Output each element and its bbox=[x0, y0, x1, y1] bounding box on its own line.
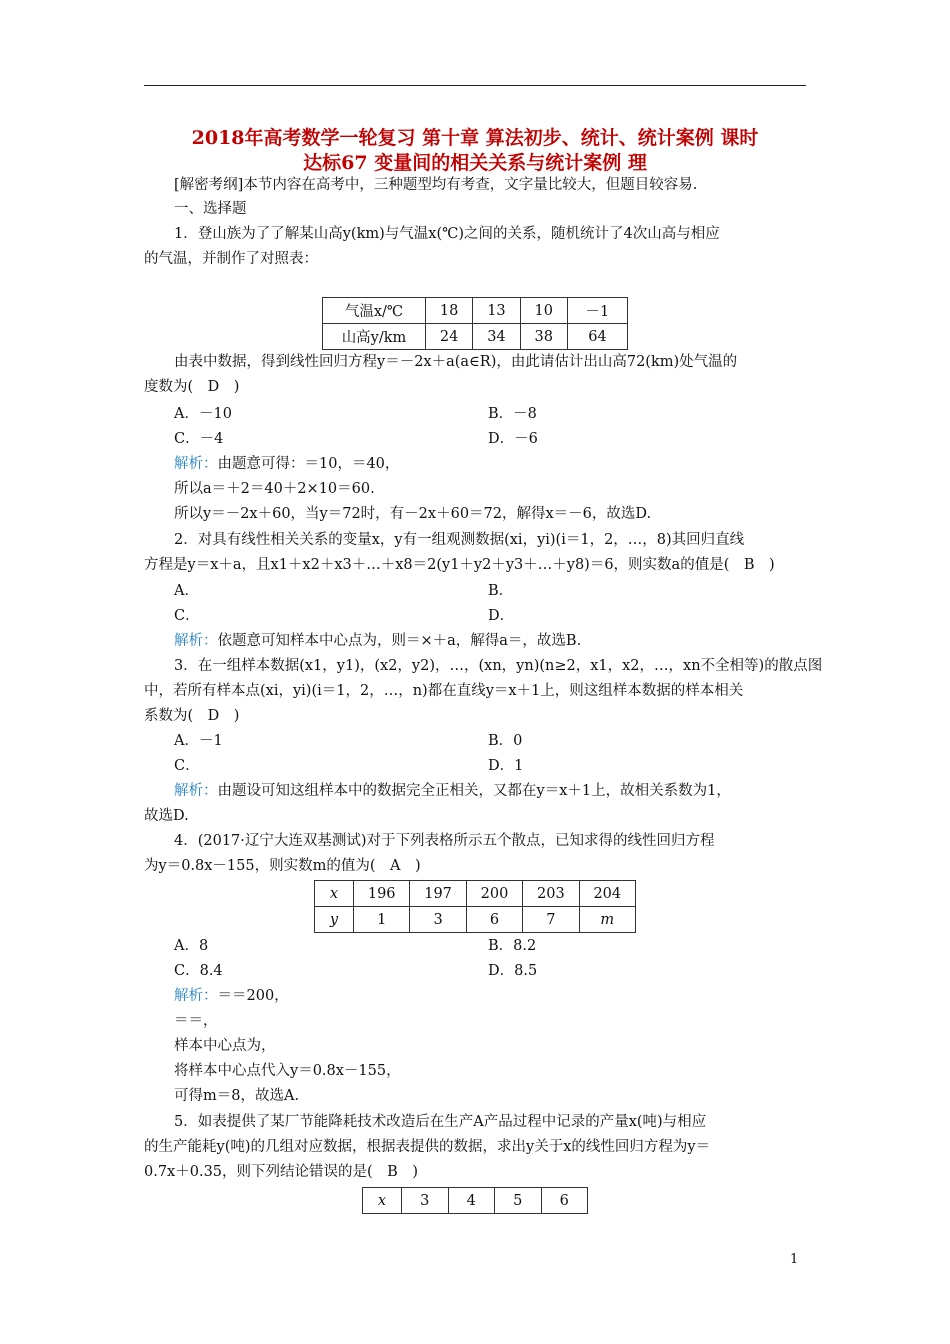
q3-option-d: D．1 bbox=[488, 758, 524, 774]
table-cell: 38 bbox=[520, 324, 567, 350]
table-cell: 197 bbox=[410, 881, 466, 907]
q2-option-b: B． bbox=[488, 583, 514, 599]
q4-option-d: D．8.5 bbox=[488, 963, 538, 979]
table-cell: x bbox=[363, 1188, 402, 1214]
q4-solution-line5: 可得m＝8，故选A. bbox=[174, 1088, 300, 1104]
table-cell: 34 bbox=[473, 324, 520, 350]
table-cell: 203 bbox=[523, 881, 579, 907]
solution-text: 由题意可得：＝10，＝40， bbox=[217, 456, 400, 472]
solution-text: 依题意可知样本中心点为，则＝×＋a，解得a＝，故选B. bbox=[217, 633, 582, 649]
table-cell: 4 bbox=[448, 1188, 495, 1214]
q3-option-a: A．－1 bbox=[174, 733, 223, 749]
q3-option-b: B．0 bbox=[488, 733, 523, 749]
solution-label: 解析： bbox=[174, 456, 218, 472]
header-rule bbox=[144, 85, 806, 86]
q1-option-b: B．－8 bbox=[488, 406, 537, 422]
q4-option-b: B．8.2 bbox=[488, 938, 537, 954]
table-cell: 196 bbox=[354, 881, 410, 907]
q1-stem-line2: 的气温，并制作了对照表： bbox=[144, 251, 318, 267]
q2-stem-line1: 2．对具有线性相关关系的变量x，y有一组观测数据(xi，yi)(i＝1，2，…，8)其回归直线 bbox=[174, 532, 745, 548]
table-row bbox=[323, 324, 628, 350]
q2-option-d: D． bbox=[488, 608, 515, 624]
q1-solution-line3: 所以y＝－2x＋60，当y＝72时，有－2x＋60＝72，解得x＝－6，故选D. bbox=[174, 506, 652, 522]
table-cell: 6 bbox=[466, 907, 522, 933]
table-cell: 64 bbox=[567, 324, 627, 350]
solution-label: 解析： bbox=[174, 988, 218, 1004]
q3-stem-line1: 3．在一组样本数据(x1，y1)，(x2，y2)，…，(xn，yn)(n≥2，x1，x2，…，xn不全相等)的散点图 bbox=[174, 658, 823, 674]
q5-stem-line2: 的生产能耗y(吨)的几组对应数据，根据表提供的数据，求出y关于x的线性回归方程为y＝ bbox=[144, 1139, 711, 1155]
q4-solution-line3: 样本中心点为， bbox=[174, 1038, 276, 1054]
page-number: 1 bbox=[790, 1252, 799, 1267]
table-cell: －1 bbox=[567, 298, 627, 324]
q3-option-c: C． bbox=[174, 758, 200, 774]
intro-text: [解密考纲]本节内容在高考中，三种题型均有考查，文字量比较大，但题目较容易. bbox=[174, 177, 698, 193]
table-cell: 7 bbox=[523, 907, 579, 933]
q3-stem-line3: 系数为( D ) bbox=[144, 708, 240, 724]
q1-option-c: C．－4 bbox=[174, 431, 224, 447]
q5-data-table bbox=[362, 1187, 588, 1214]
table-cell: 13 bbox=[473, 298, 520, 324]
q4-option-a: A．8 bbox=[174, 938, 209, 954]
table-cell: 6 bbox=[541, 1188, 588, 1214]
table-cell: 山高y/km bbox=[323, 324, 426, 350]
table-row bbox=[315, 907, 636, 933]
q1-solution-line2: 所以a＝＋2＝40＋2×10＝60. bbox=[174, 481, 375, 497]
q2-stem-line2: 方程是y＝x＋a，且x1＋x2＋x3＋…＋x8＝2(y1＋y2＋y3＋…＋y8)＝6，则实数a的值是( B ) bbox=[144, 557, 775, 573]
q1-stem-line1: 1．登山族为了了解某山高y(km)与气温x(℃)之间的关系，随机统计了4次山高与相应 bbox=[174, 226, 720, 242]
q3-solution-line2: 故选D. bbox=[144, 808, 189, 824]
q4-option-c: C．8.4 bbox=[174, 963, 223, 979]
q4-solution-line4: 将样本中心点代入y＝0.8x－155， bbox=[174, 1063, 401, 1079]
q1-solution-line1 bbox=[174, 454, 399, 474]
q1-option-a: A．－10 bbox=[174, 406, 232, 422]
table-cell: m bbox=[579, 907, 635, 933]
q1-stem-line3: 由表中数据，得到线性回归方程y＝－2x＋a(a∈R)，由此请估计出山高72(km)处气温的 bbox=[174, 354, 738, 370]
q3-solution-line1 bbox=[174, 781, 731, 801]
table-cell: 18 bbox=[426, 298, 473, 324]
q4-solution-line2: ＝＝， bbox=[174, 1013, 218, 1029]
q2-option-a: A． bbox=[174, 583, 199, 599]
q1-option-d: D．－6 bbox=[488, 431, 538, 447]
table-cell: 3 bbox=[410, 907, 466, 933]
table-cell: 3 bbox=[402, 1188, 449, 1214]
page-title-line2: 达标67 变量间的相关关系与统计案例 理 bbox=[303, 152, 647, 174]
solution-label: 解析： bbox=[174, 783, 218, 799]
q5-stem-line1: 5．如表提供了某厂节能降耗技术改造后在生产A产品过程中记录的产量x(吨)与相应 bbox=[174, 1114, 707, 1130]
table-cell: 1 bbox=[354, 907, 410, 933]
q1-data-table bbox=[322, 297, 628, 350]
table-cell: 10 bbox=[520, 298, 567, 324]
q1-stem-line4: 度数为( D ) bbox=[144, 379, 240, 395]
page-title-line1: 2018年高考数学一轮复习 第十章 算法初步、统计、统计案例 课时 bbox=[191, 127, 759, 149]
q3-stem-line2: 中，若所有样本点(xi，yi)(i＝1，2，…，n)都在直线y＝x＋1上，则这组样本数据的样本相关 bbox=[144, 683, 744, 699]
q4-stem-line2: 为y＝0.8x－155，则实数m的值为( A ) bbox=[144, 858, 421, 874]
section-heading: 一、选择题 bbox=[174, 201, 247, 217]
table-cell: 气温x/℃ bbox=[323, 298, 426, 324]
table-cell: 5 bbox=[495, 1188, 542, 1214]
table-row bbox=[323, 298, 628, 324]
table-cell: x bbox=[315, 881, 354, 907]
q2-option-c: C． bbox=[174, 608, 200, 624]
table-row bbox=[363, 1188, 588, 1214]
q4-solution-line1 bbox=[174, 986, 289, 1006]
solution-text: ＝＝200， bbox=[217, 988, 289, 1004]
solution-label: 解析： bbox=[174, 633, 218, 649]
table-cell: 200 bbox=[466, 881, 522, 907]
table-row bbox=[315, 881, 636, 907]
q2-solution-line1 bbox=[174, 631, 581, 651]
solution-text: 由题设可知这组样本中的数据完全正相关，又都在y＝x＋1上，故相关系数为1， bbox=[217, 783, 731, 799]
q5-stem-line3: 0.7x＋0.35，则下列结论错误的是( B ) bbox=[144, 1164, 418, 1180]
table-cell: y bbox=[315, 907, 354, 933]
table-cell: 204 bbox=[579, 881, 635, 907]
q4-stem-line1: 4．(2017·辽宁大连双基测试)对于下列表格所示五个散点，已知求得的线性回归方程 bbox=[174, 833, 715, 849]
table-cell: 24 bbox=[426, 324, 473, 350]
q4-data-table bbox=[314, 880, 636, 933]
